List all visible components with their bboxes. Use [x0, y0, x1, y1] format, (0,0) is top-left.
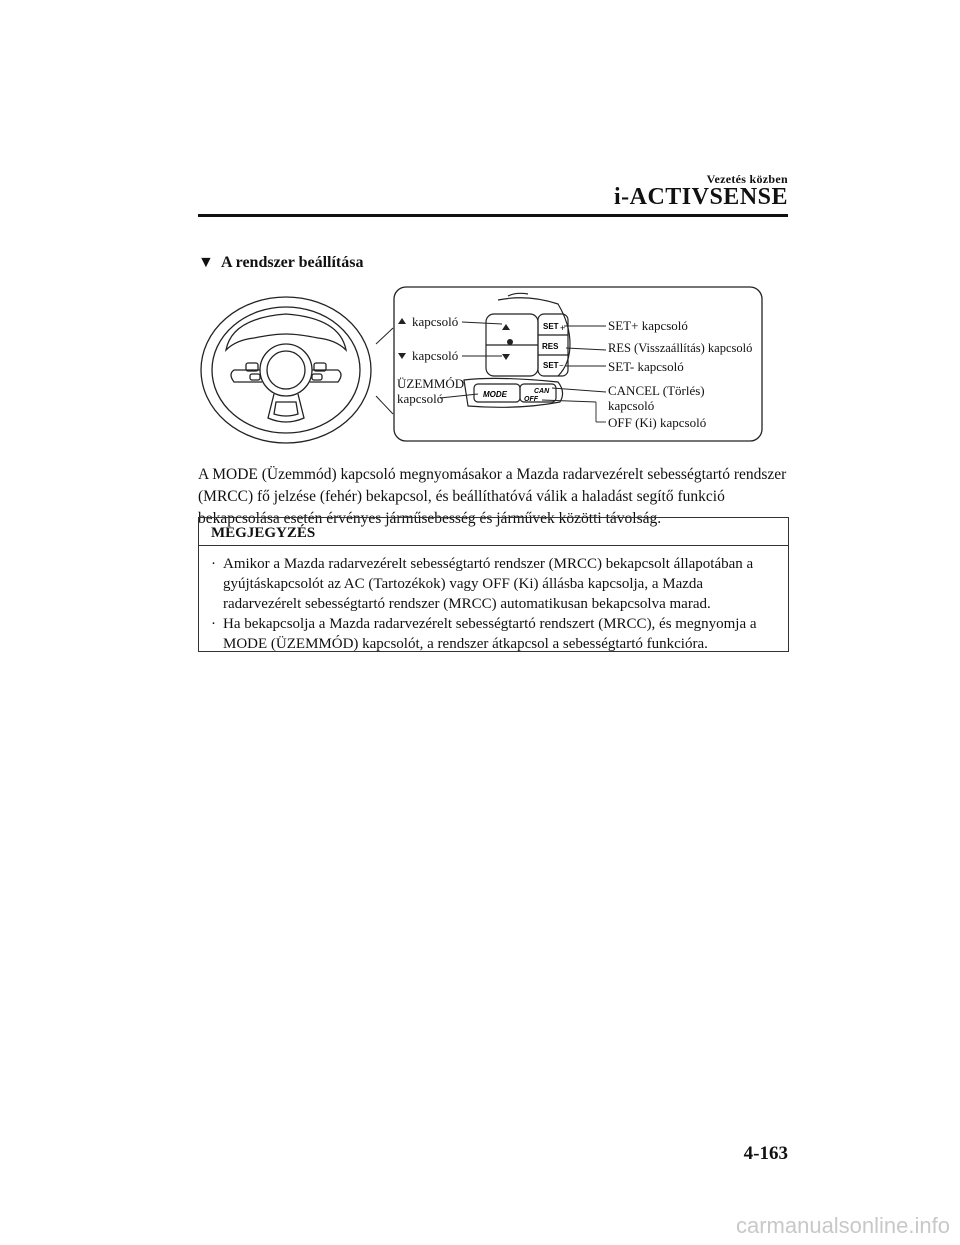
note-item-text: Ha bekapcsolja a Mazda radarvezérelt sebességtartó rendszert (MRCC), és megnyomja a MODE (ÜZEMMÓD) kapcsolót, a rendszer átkapcsol a sebességtartó funkcióra. — [223, 616, 757, 652]
set-minus-label: SET- kapcsoló — [608, 359, 684, 374]
chapter-subtitle: Vezetés közben — [706, 172, 788, 186]
set-plus-button-text: SET — [543, 322, 559, 331]
section-marker-icon: ▼ — [198, 254, 214, 271]
header-rule — [198, 214, 788, 217]
mode-switch-label-line1: ÜZEMMÓD — [397, 376, 465, 391]
section-heading-text: A rendszer beállítása — [220, 254, 364, 271]
distance-icon — [507, 339, 513, 345]
steering-wheel-figure — [198, 284, 766, 446]
mode-button-text: MODE — [483, 390, 507, 399]
body-paragraph: A MODE (Üzemmód) kapcsoló megnyomásakor a Mazda radarvezérelt sebességtartó rendszer (MRCC) fő jelzése (fehér) bekapcsol, és beállíthatóvá válik a haladást segítő funkció bekapcsolása esetén érvényes járműsebesség és járművek közötti távolság. — [198, 466, 787, 527]
note-heading: MEGJEGYZÉS — [199, 518, 788, 546]
chapter-title: i-ACTIVSENSE — [613, 184, 788, 210]
off-button-text: OFF — [524, 396, 538, 403]
cancel-label-line1: CANCEL (Törlés) — [608, 383, 705, 398]
note-item — [199, 614, 788, 654]
note-box — [198, 517, 789, 652]
bullet-icon: · — [211, 556, 216, 572]
down-switch-label: kapcsoló — [412, 348, 459, 363]
res-button-text: RES — [542, 342, 559, 351]
watermark[interactable]: carmanualsonline.info — [735, 1213, 950, 1238]
res-label: RES (Visszaállítás) kapcsoló — [608, 341, 753, 355]
note-item — [199, 554, 788, 614]
note-list — [199, 546, 788, 654]
set-plus-label: SET+ kapcsoló — [608, 318, 688, 333]
section-heading — [198, 254, 363, 272]
cancel-label-line2: kapcsoló — [608, 398, 655, 413]
minus-glyph: − — [559, 361, 564, 370]
steering-wheel-drawing — [201, 297, 371, 443]
set-minus-button-text: SET — [543, 361, 559, 370]
bullet-icon: · — [211, 616, 216, 632]
can-button-text: CAN — [534, 388, 550, 395]
inset-frame — [394, 287, 762, 441]
off-label: OFF (Ki) kapcsoló — [608, 415, 707, 430]
mode-switch-label-line2: kapcsoló — [397, 391, 444, 406]
plus-glyph: + — [560, 323, 566, 333]
page-number: 4-163 — [743, 1143, 788, 1164]
up-switch-label: kapcsoló — [412, 314, 459, 329]
note-item-text: Amikor a Mazda radarvezérelt sebességtartó rendszer (MRCC) bekapcsolt állapotában a gyújtáskapcsolót az AC (Tartozékok) vagy OFF (Ki) állásba kapcsolja, a Mazda radarvezérelt sebességtartó rendszer (MRCC) automatikusan bekapcsolva marad. — [223, 556, 754, 612]
